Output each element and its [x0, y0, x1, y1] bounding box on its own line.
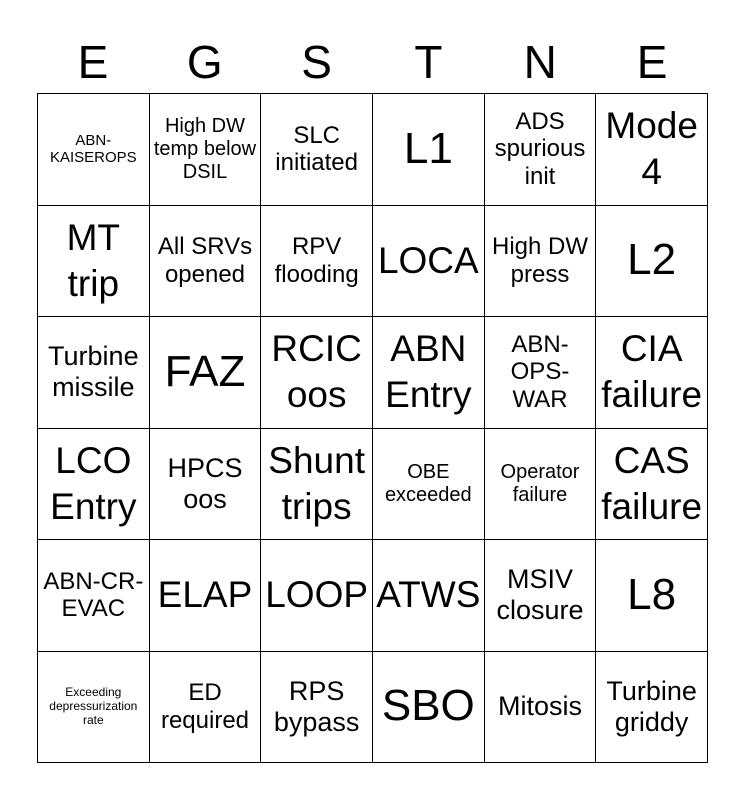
header-letter: E: [636, 36, 668, 88]
header-letter: T: [414, 36, 443, 88]
bingo-cell[interactable]: Turbine missile: [38, 317, 150, 429]
bingo-cell[interactable]: High DW press: [485, 206, 597, 318]
header-letter: G: [186, 36, 223, 88]
bingo-cell[interactable]: All SRVs opened: [150, 206, 262, 318]
bingo-cell[interactable]: LOOP: [261, 540, 373, 652]
bingo-cell[interactable]: FAZ: [150, 317, 262, 429]
bingo-cell[interactable]: ADS spurious init: [485, 94, 597, 206]
bingo-cell[interactable]: RPS bypass: [261, 652, 373, 764]
header-letter: S: [301, 36, 332, 88]
bingo-board: [37, 93, 708, 763]
bingo-cell[interactable]: CAS failure: [596, 429, 708, 541]
bingo-cell[interactable]: High DW temp below DSIL: [150, 94, 262, 206]
bingo-cell[interactable]: CIA failure: [596, 317, 708, 429]
bingo-cell[interactable]: ABN Entry: [373, 317, 485, 429]
bingo-cell[interactable]: ATWS: [373, 540, 485, 652]
bingo-cell[interactable]: ABN-OPS-WAR: [485, 317, 597, 429]
bingo-cell[interactable]: OBE exceeded: [373, 429, 485, 541]
header-letter: N: [523, 36, 557, 88]
bingo-cell[interactable]: ABN-KAISEROPS: [38, 94, 150, 206]
bingo-cell[interactable]: Exceeding depressurization rate: [38, 652, 150, 764]
bingo-cell[interactable]: LOCA: [373, 206, 485, 318]
bingo-cell[interactable]: L1: [373, 94, 485, 206]
bingo-cell[interactable]: HPCS oos: [150, 429, 262, 541]
bingo-cell[interactable]: Operator failure: [485, 429, 597, 541]
bingo-cell[interactable]: L2: [596, 206, 708, 318]
bingo-cell[interactable]: ELAP: [150, 540, 262, 652]
bingo-cell[interactable]: Mode 4: [596, 94, 708, 206]
bingo-cell[interactable]: Turbine griddy: [596, 652, 708, 764]
bingo-cell[interactable]: RCIC oos: [261, 317, 373, 429]
bingo-cell[interactable]: ED required: [150, 652, 262, 764]
header-letter: E: [77, 36, 109, 88]
bingo-cell[interactable]: MT trip: [38, 206, 150, 318]
bingo-header: [37, 30, 708, 94]
bingo-cell[interactable]: Shunt trips: [261, 429, 373, 541]
bingo-cell[interactable]: SBO: [373, 652, 485, 764]
bingo-cell[interactable]: MSIV closure: [485, 540, 597, 652]
bingo-cell[interactable]: RPV flooding: [261, 206, 373, 318]
bingo-cell[interactable]: ABN-CR-EVAC: [38, 540, 150, 652]
bingo-cell[interactable]: L8: [596, 540, 708, 652]
bingo-cell[interactable]: LCO Entry: [38, 429, 150, 541]
bingo-cell[interactable]: Mitosis: [485, 652, 597, 764]
bingo-cell[interactable]: SLC initiated: [261, 94, 373, 206]
